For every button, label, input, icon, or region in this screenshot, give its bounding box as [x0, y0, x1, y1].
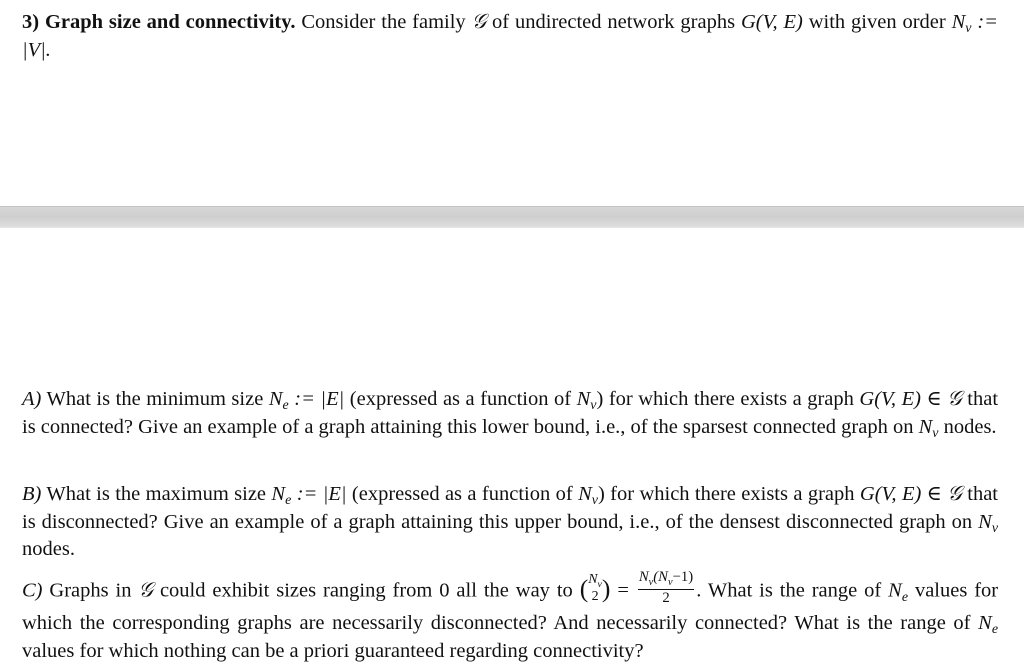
order-subscript: v [932, 425, 939, 441]
intro-text-2: of undirected network graphs [492, 11, 736, 33]
membership-notation: G(V, E) ∈ [859, 483, 942, 505]
intro-text-3: with given order [808, 11, 946, 33]
order-subscript: v [965, 21, 972, 37]
order-symbol: N [918, 415, 933, 438]
frac-num-end: −1) [672, 569, 694, 585]
size-subscript: e [991, 622, 998, 638]
order-definition: := |V|. [22, 11, 998, 61]
order-subscript: v [991, 520, 998, 536]
lower-page [0, 228, 1024, 665]
frac-denominator: 2 [662, 590, 670, 607]
size-definition: := |E| [296, 483, 347, 505]
membership-notation: G(V, E) ∈ [859, 388, 942, 410]
binom-top-sub: v [597, 578, 602, 590]
family-symbol: 𝒢 [138, 577, 154, 602]
frac-num-sub: v [648, 576, 654, 588]
binom-bottom: 2 [591, 589, 599, 605]
size-subscript: e [901, 589, 909, 605]
part-b-text-3: ) for which there exists a graph [597, 483, 855, 505]
part-a-text-4: that is connected? Give an example of a graph attaining this lower bound, i.e., of the sparsest connected graph on [22, 388, 999, 438]
frac-num-symbol: N [638, 569, 649, 585]
part-a-label: A) [22, 388, 42, 410]
order-subscript: v [590, 398, 597, 414]
size-subscript: e [282, 398, 289, 414]
fraction [638, 570, 694, 606]
size-symbol: N [978, 612, 992, 635]
family-symbol: 𝒢 [471, 9, 487, 33]
size-definition: := |E| [294, 388, 345, 410]
part-a-text-3: ) for which there exists a graph [596, 388, 854, 410]
graph-notation: G(V, E) [740, 11, 803, 33]
size-subscript: e [285, 493, 292, 509]
upper-page [0, 0, 1024, 206]
order-symbol: N [978, 510, 992, 533]
problem-number: 3) [22, 11, 40, 33]
problem-title: Graph size and connectivity. [44, 11, 296, 33]
order-subscript: v [591, 493, 598, 509]
part-b-text-2: (expressed as a function of [351, 483, 573, 505]
part-b [22, 480, 998, 564]
size-symbol: N [268, 388, 283, 410]
equals-sign: = [617, 579, 629, 602]
part-a-text-1: What is the minimum size [46, 388, 264, 410]
part-b-text-5: nodes. [22, 538, 75, 560]
part-b-label: B) [22, 483, 42, 505]
part-c [22, 569, 999, 665]
part-c-text-5: values for which nothing can be a priori guaranteed regarding connectivity? [22, 639, 644, 662]
part-a [22, 385, 998, 441]
part-c-text-1: Graphs in [49, 579, 132, 602]
part-c-text-4: values for which the corresponding graphs are necessarily disconnected? And necessarily connected? What is the range of [22, 579, 999, 635]
part-a-text-5: nodes. [943, 415, 997, 438]
family-symbol: 𝒢 [947, 481, 962, 505]
page-separator [0, 206, 1024, 228]
part-c-text-3: . What is the range of [696, 579, 882, 602]
order-symbol: N [578, 483, 592, 505]
part-b-text-4: that is disconnected? Give an example of a graph attaining this upper bound, i.e., of the densest disconnected graph on [22, 483, 998, 533]
intro-text: Consider the family [301, 11, 466, 33]
size-symbol: N [888, 579, 902, 602]
order-symbol: N [951, 11, 966, 33]
frac-num-rest-sub: v [668, 576, 673, 588]
frac-num-rest: (N [653, 569, 668, 585]
binomial-coefficient: ( $N_v$ 2 ) [579, 572, 611, 605]
part-b-text-1: What is the maximum size [46, 483, 267, 505]
size-symbol: N [271, 483, 286, 505]
binom-top: N [588, 572, 598, 588]
part-c-label: C) [22, 579, 43, 602]
order-symbol: N [576, 388, 591, 410]
family-symbol: 𝒢 [947, 386, 962, 410]
part-c-text-2: could exhibit sizes ranging from 0 all the way to [159, 579, 573, 602]
problem-statement [22, 8, 998, 64]
part-a-text-2: (expressed as a function of [349, 388, 572, 410]
